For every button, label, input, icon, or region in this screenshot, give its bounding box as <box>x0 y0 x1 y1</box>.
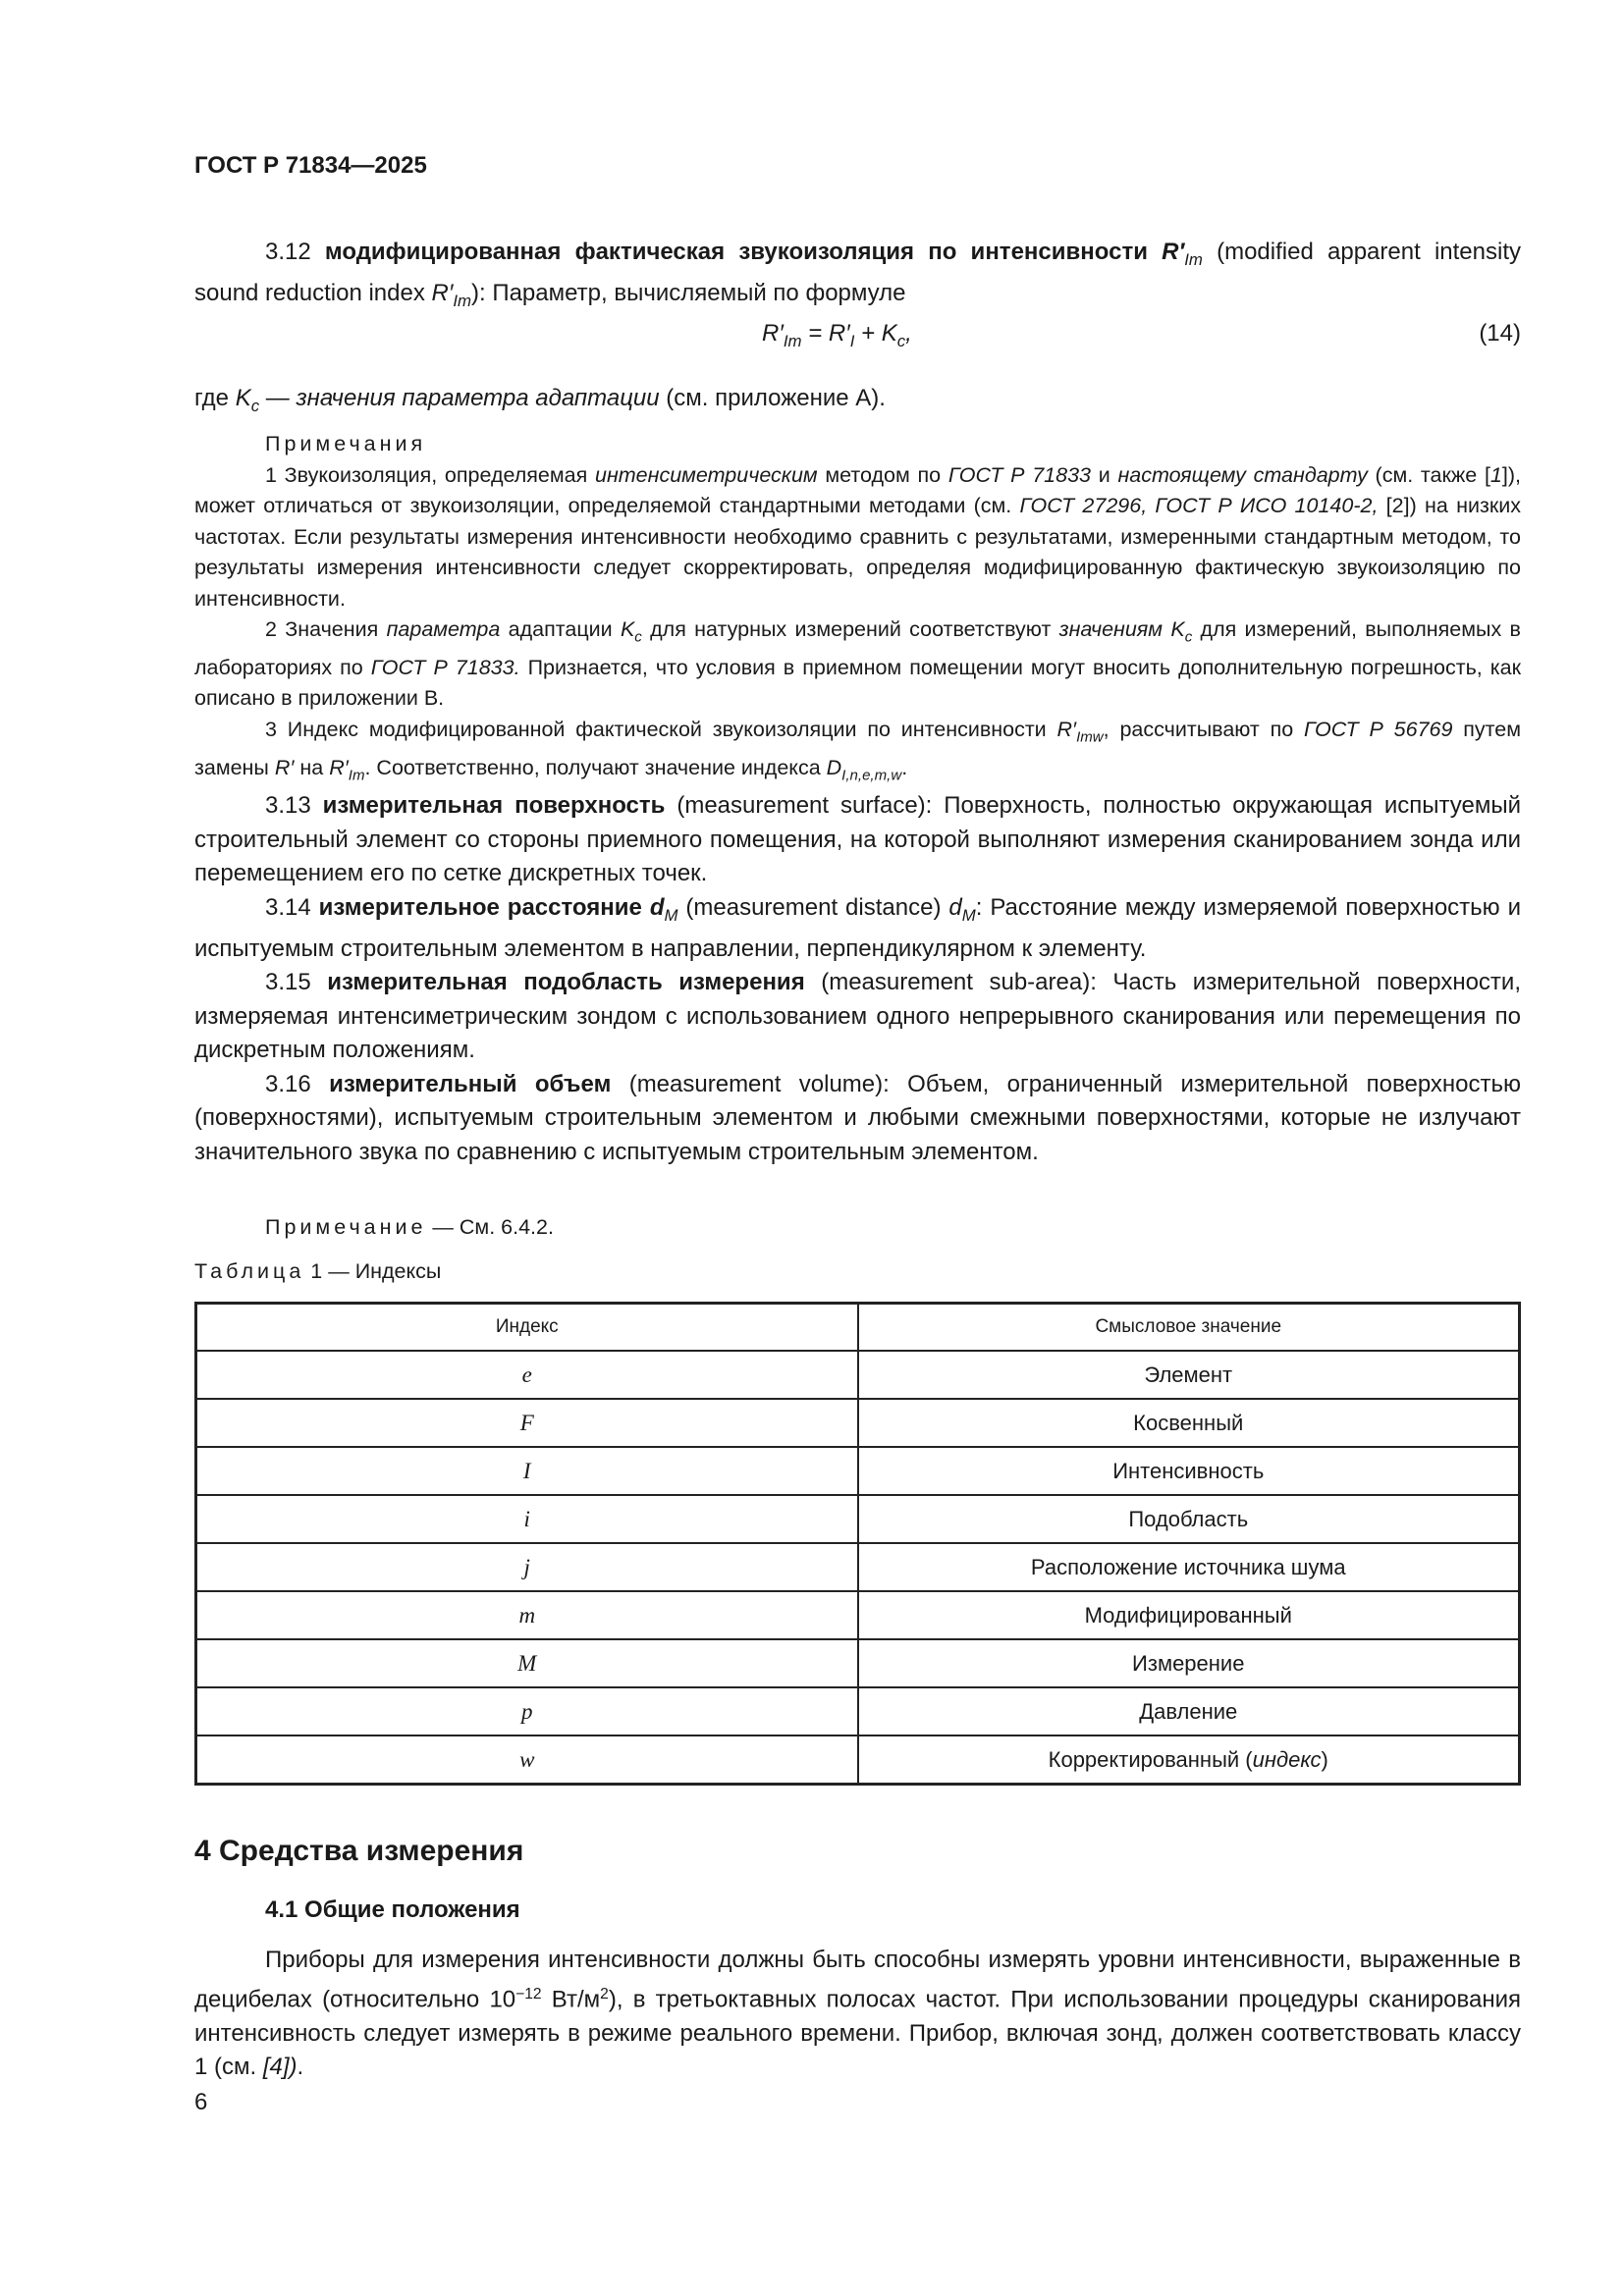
text-run: на <box>294 755 330 779</box>
formula-expression <box>762 320 912 351</box>
text-run: I <box>849 331 855 350</box>
text-run: c <box>250 396 260 415</box>
text-run: K <box>620 617 635 641</box>
text-run: измерительное расстояние <box>318 893 650 921</box>
text-run: (см. приложение А). <box>659 385 886 411</box>
table-row <box>196 1735 1520 1785</box>
paragraph-4-1 <box>194 1944 1521 2085</box>
text-run: (measurement surface): Поверхность, полностью окружающая испытуемый строительный элемент со стороны приемного помещения, на которой выполняют измерения сканированием зонда или перемещением его по сетке дискретных точек. <box>194 792 1521 886</box>
text-run: параметра <box>386 617 501 641</box>
term-3-16 <box>194 1068 1521 1170</box>
text-run: , <box>905 320 912 347</box>
text-run: 3.13 <box>265 792 323 819</box>
text-run: 3.16 <box>265 1070 330 1097</box>
text-run: 3.14 <box>265 893 319 921</box>
text-run: 3.15 <box>265 969 328 996</box>
text-run: Im <box>1184 249 1203 269</box>
term-3-13 <box>194 789 1521 891</box>
text-run: : Расстояние между измеряемой поверхностью и испытуемым строительным элементом в направлении, перпендикулярном к элементу. <box>194 893 1521 962</box>
text-run: для натурных измерений соответствуют <box>641 617 1059 641</box>
text-run: (measurement sub-area): Часть измерительной поверхности, измеряемая интенсиметрическим зондом с использованием одного непрерывного сканирования или перемещения по дискретным положениям. <box>194 969 1521 1064</box>
table-row <box>196 1687 1520 1735</box>
terms-block <box>194 789 1521 1169</box>
text-run: для измерений, выполняемых в лабораториях по <box>194 617 1521 679</box>
text-run: (modified apparent intensity sound reduction index <box>194 239 1521 307</box>
text-run: методом по <box>817 462 948 487</box>
cell-index: e <box>196 1351 858 1399</box>
text-run: R′ <box>1162 239 1185 265</box>
text-run: c <box>1184 628 1193 646</box>
text-run: 2 <box>600 1985 609 2002</box>
cell-index: p <box>196 1687 858 1735</box>
subsection-4-1-title: 4.1 Общие положения <box>265 1896 520 1923</box>
text-run: ГОСТ Р 56769 <box>1304 717 1453 741</box>
table-header-row <box>196 1304 1520 1352</box>
section-4-title: 4 Средства измерения <box>194 1835 524 1867</box>
text-run: d <box>649 893 665 921</box>
cell-meaning: Давление <box>858 1687 1520 1735</box>
text-run: [4]) <box>262 2054 298 2081</box>
text-run: D <box>826 755 842 779</box>
note-text: — См. 6.4.2. <box>426 1215 554 1239</box>
text-run: c <box>634 628 642 646</box>
text-run: значения параметра адаптации <box>296 385 660 411</box>
note-label: Примечание <box>265 1215 427 1239</box>
text-run: путем замены <box>194 717 1521 779</box>
table-caption-label: Таблица <box>194 1259 305 1283</box>
text-run: . Соответственно, получают значение индекса <box>364 755 827 779</box>
text-run: R′ <box>329 755 349 779</box>
text-run: (measurement distance) <box>677 893 949 921</box>
term-3-12 <box>194 236 1521 319</box>
cell-index: j <box>196 1543 858 1591</box>
cell-index: i <box>196 1495 858 1543</box>
notes-block <box>194 429 1521 790</box>
cell-meaning: Подобласть <box>858 1495 1520 1543</box>
text-run: . <box>901 755 908 779</box>
text-run: значениям K <box>1058 617 1185 641</box>
page-number: 6 <box>194 2089 208 2115</box>
text-run: −12 <box>515 1985 542 2002</box>
text-run: c <box>896 331 906 350</box>
where-text <box>194 382 1521 423</box>
cell-meaning: Модифицированный <box>858 1591 1520 1639</box>
cell-meaning: Косвенный <box>858 1399 1520 1447</box>
note-1 <box>194 460 1521 615</box>
text-run: ГОСТ Р 71833 <box>947 462 1092 487</box>
text-run: настоящему стандарту <box>1117 462 1368 487</box>
text-run: ), в третьоктавных полосах частот. При использовании процедуры сканирования интенсивность следует измерять в режиме реального времени. Прибор, включая зонд, должен соответствовать классу 1 (см. <box>194 1986 1522 2081</box>
text-run: d <box>948 893 962 921</box>
document-header: ГОСТ Р 71834—2025 <box>194 152 427 179</box>
cell-index: m <box>196 1591 858 1639</box>
text-run: измерительная поверхность <box>322 792 666 819</box>
table-row <box>196 1351 1520 1399</box>
cell-index: I <box>196 1447 858 1495</box>
text-run: Im <box>348 766 365 783</box>
text-run: и <box>1091 462 1118 487</box>
term-3-15 <box>194 966 1521 1068</box>
text-run: R′ <box>431 280 454 307</box>
text-run: K <box>235 385 251 411</box>
text-run: Приборы для измерения интенсивности должны быть способны измерять уровни интенсивности, выраженные в децибелах (относительно 10 <box>194 1947 1521 2013</box>
formula-14 <box>194 320 1521 354</box>
text-run: R′ <box>274 755 295 779</box>
subsection-4-1 <box>265 1896 1247 1924</box>
text-run: где <box>194 385 236 411</box>
text-run: модифицированная фактическая звукоизоляция по интенсивности <box>324 239 1163 265</box>
table-row <box>196 1591 1520 1639</box>
text-run: 1 Звукоизоляция, определяемая <box>265 462 595 487</box>
text-run: адаптации <box>500 617 621 641</box>
cell-index: F <box>196 1399 858 1447</box>
term-3-14 <box>194 891 1521 967</box>
table-row <box>196 1639 1520 1687</box>
where-clause <box>194 382 1521 423</box>
text-run: ]), может отличаться от звукоизоляции, определяемой стандартными методами (см. <box>194 462 1521 517</box>
header-index: Индекс <box>196 1304 858 1352</box>
cell-meaning: Измерение <box>858 1639 1520 1687</box>
text-run: R′ <box>762 320 784 347</box>
cell-meaning: Корректированный (индекс) <box>858 1735 1520 1785</box>
text-run: 2 Значения <box>265 617 387 641</box>
table-row <box>196 1495 1520 1543</box>
text-run: M <box>961 905 976 925</box>
text-run: R′ <box>1056 717 1077 741</box>
text-run: измерительный объем <box>329 1070 612 1097</box>
cell-index: M <box>196 1639 858 1687</box>
text-run: [2]) на низких частотах. Если результаты измерения интенсивности необходимо сравнить с результатами, измеренными стандартным методом, то результаты измерения интенсивности следует скорректировать, определяя модифицированную фактическую звукоизоляцию по интенсивности. <box>194 494 1521 611</box>
text-run: I,n,e,m,w <box>841 766 902 783</box>
text-run: 3 Индекс модифицированной фактической звукоизоляции по интенсивности <box>265 717 1057 741</box>
formula-number: (14) <box>1479 320 1521 347</box>
note-3 <box>194 715 1521 791</box>
text-run: Imw <box>1076 728 1104 746</box>
table-caption-text: 1 — Индексы <box>304 1259 442 1283</box>
text-run: измерительная подобласть измерения <box>327 969 805 996</box>
text-run: 1 <box>1489 462 1502 487</box>
text-run: (см. также [ <box>1367 462 1490 487</box>
cell-meaning: Расположение источника шума <box>858 1543 1520 1591</box>
text-run: Вт/м <box>541 1986 601 2013</box>
text-run: Признается, что условия в приемном помещении могут вносить дополнительную погрешность, как описано в приложении В. <box>194 655 1521 711</box>
text-run: 3.12 <box>265 239 325 265</box>
note-2 <box>194 614 1521 715</box>
note-single <box>194 1212 1521 1244</box>
text-run: ): Параметр, вычисляемый по формуле <box>471 280 906 307</box>
text-run: ГОСТ Р 71833. <box>370 655 520 679</box>
text-run: . <box>297 2054 304 2081</box>
text-run: = R′ <box>801 320 850 347</box>
table-row <box>196 1447 1520 1495</box>
term-3-12-text <box>194 236 1521 319</box>
text-run: ГОСТ 27296, ГОСТ Р ИСО 10140-2, <box>1019 494 1379 517</box>
text-run: Im <box>783 331 802 350</box>
text-run: M <box>664 905 678 925</box>
header-meaning: Смысловое значение <box>858 1304 1520 1352</box>
table-row <box>196 1399 1520 1447</box>
text-run: — <box>259 385 297 411</box>
text-run: Im <box>453 292 471 311</box>
cell-meaning: Интенсивность <box>858 1447 1520 1495</box>
text-run: (measurement volume): Объем, ограниченный измерительной поверхностью (поверхностями), испытуемым строительным элементом и любыми смежными поверхностями, которые не излучают значительного звука по сравнению с испытуемым строительным элементом. <box>194 1070 1521 1165</box>
section-4 <box>194 1835 1521 1868</box>
paragraph-4-1-text <box>194 1944 1521 2085</box>
cell-meaning: Элемент <box>858 1351 1520 1399</box>
notes-title: Примечания <box>265 432 427 455</box>
table-caption <box>194 1256 1521 1288</box>
text-run: , рассчитывают по <box>1103 717 1305 741</box>
text-run: + K <box>854 320 897 347</box>
table-row <box>196 1543 1520 1591</box>
text-run: интенсиметрическим <box>594 462 818 487</box>
indices-table <box>194 1302 1521 1786</box>
cell-index: w <box>196 1735 858 1785</box>
